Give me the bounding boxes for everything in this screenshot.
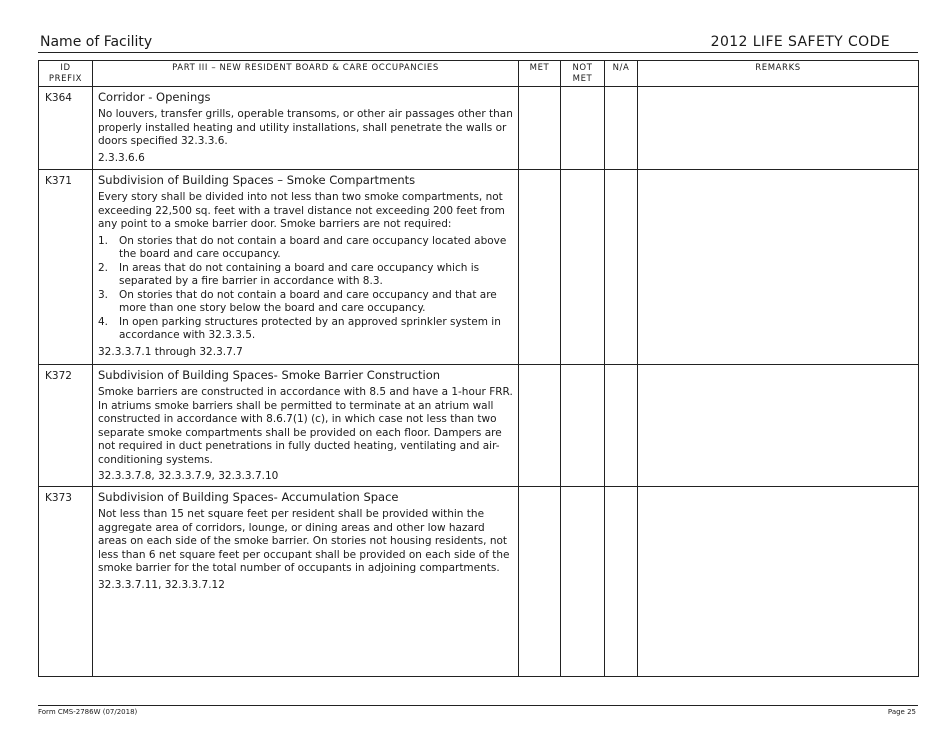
- requirement-reference: 32.3.3.7.1 through 32.3.7.7: [98, 345, 243, 358]
- not-met-cell[interactable]: [561, 487, 605, 677]
- requirement-reference: 2.3.3.6.6: [98, 151, 145, 164]
- col-na: N/A: [605, 61, 638, 87]
- table-row: [39, 87, 919, 170]
- list-item: 3. On stories that do not contain a board and care occupancy and that are more than one story below the board and care occupancy.: [98, 288, 497, 314]
- requirement-title: Corridor - Openings: [98, 90, 211, 104]
- requirement-text: Not less than 15 net square feet per resident shall be provided within the aggregate area of corridors, lounge, or dining areas and other low hazard areas on each side of the smoke barrier. On stories not housing residents, not less than 6 net square feet per occupant shall be provided on each side of the smoke barrier for the total number of occupants in adjoining compartments.: [98, 508, 510, 574]
- requirement-text: Smoke barriers are constructed in accordance with 8.5 and have a 1-hour FRR. In atriums smoke barriers shall be permitted to terminate at an atrium wall constructed in accordance with 8.6.7(1) (c), in which case not less than two separate smoke compartments shall be provided on each floor. Dampers are not required in duct penetrations in fully ducted heating, ventilating and air- conditioning systems.: [98, 386, 513, 466]
- row-requirement: [93, 365, 519, 487]
- facility-name-label: Name of Facility: [40, 34, 153, 50]
- code-title: 2012 LIFE SAFETY CODE: [710, 34, 890, 50]
- requirement-title: Subdivision of Building Spaces – Smoke Compartments: [98, 173, 416, 187]
- remarks-cell[interactable]: [638, 170, 919, 365]
- requirement-title: Subdivision of Building Spaces- Accumulation Space: [98, 490, 399, 504]
- not-met-cell[interactable]: [561, 87, 605, 170]
- col-part-title: PART III – NEW RESIDENT BOARD & CARE OCCUPANCIES: [93, 61, 519, 87]
- col-id-prefix: ID PREFIX: [39, 61, 93, 87]
- requirement-reference: 32.3.3.7.8, 32.3.3.7.9, 32.3.3.7.10: [98, 470, 279, 482]
- na-cell[interactable]: [605, 170, 638, 365]
- table-row: [39, 365, 919, 487]
- col-not-met: NOT MET: [561, 61, 605, 87]
- requirement-title: Subdivision of Building Spaces- Smoke Barrier Construction: [98, 368, 441, 382]
- table-header-row: [39, 61, 919, 87]
- not-met-cell[interactable]: [561, 170, 605, 365]
- footer-divider: [38, 705, 918, 706]
- requirement-reference: 32.3.3.7.11, 32.3.3.7.12: [98, 578, 225, 591]
- requirement-text: No louvers, transfer grills, operable transoms, or other air passages other than properly installed heating and utility installations, shall penetrate the walls or doors specified 32.3.3.6.: [98, 108, 513, 147]
- table-row: [39, 170, 919, 365]
- na-cell[interactable]: [605, 87, 638, 170]
- header-divider: [38, 52, 918, 53]
- row-id: K372: [39, 365, 93, 487]
- row-requirement: [93, 170, 519, 365]
- row-requirement: [93, 87, 519, 170]
- remarks-cell[interactable]: [638, 365, 919, 487]
- inspection-table: [38, 60, 919, 677]
- exception-list: [98, 235, 513, 343]
- met-cell[interactable]: [519, 170, 561, 365]
- col-met: MET: [519, 61, 561, 87]
- list-item: 1. On stories that do not contain a board and care occupancy located above the board and care occupancy.: [98, 234, 507, 260]
- row-id: K373: [39, 487, 93, 677]
- met-cell[interactable]: [519, 365, 561, 487]
- remarks-cell[interactable]: [638, 487, 919, 677]
- not-met-cell[interactable]: [561, 365, 605, 487]
- na-cell[interactable]: [605, 365, 638, 487]
- list-item: 4. In open parking structures protected by an approved sprinkler system in accordance with 32.3.3.5.: [98, 315, 501, 341]
- requirement-text: Every story shall be divided into not less than two smoke compartments, not exceeding 22,500 sq. feet with a travel distance not exceeding 200 feet from any point to a smoke barrier door. Smoke barriers are not required:: [98, 191, 505, 230]
- table-row: [39, 487, 919, 677]
- col-remarks: REMARKS: [638, 61, 919, 87]
- met-cell[interactable]: [519, 87, 561, 170]
- met-cell[interactable]: [519, 487, 561, 677]
- row-id: K364: [39, 87, 93, 170]
- remarks-cell[interactable]: [638, 87, 919, 170]
- page-number: Page 25: [887, 708, 916, 716]
- na-cell[interactable]: [605, 487, 638, 677]
- row-id: K371: [39, 170, 93, 365]
- list-item: 2. In areas that do not containing a board and care occupancy which is separated by a fire barrier in accordance with 8.3.: [98, 261, 480, 287]
- row-requirement: [93, 487, 519, 677]
- page-header: [38, 28, 918, 54]
- form-id: Form CMS-2786W (07/2018): [38, 708, 138, 716]
